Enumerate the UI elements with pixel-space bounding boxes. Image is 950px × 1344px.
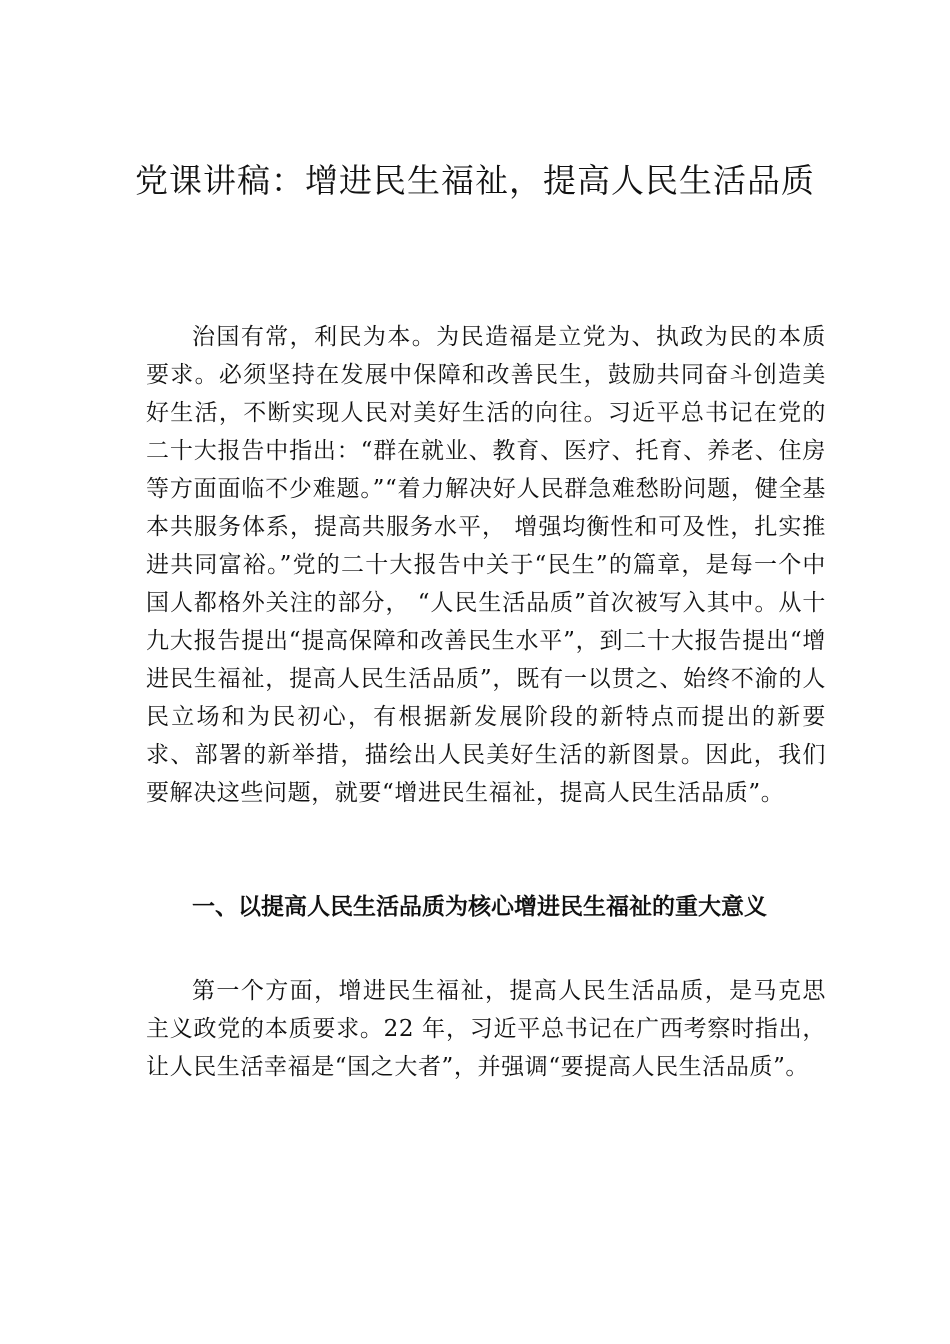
intro-paragraph: 治国有常，利民为本。为民造福是立党为、执政为民的本质要求。必须坚持在发展中保障和改善民生，鼓励共同奋斗创造美好生活，不断实现人民对美好生活的向往。习近平总书记在党的二十大报告中指出：“群在就业、教育、医疗、托育、养老、住房等方面面临不少难题。”“着力解决好人民群急难愁盼问题，健全基本共服务体系，提高共服务水平， 增强均衡性和可及性，扎实推进共同富裕。”党的二十大报告中关于“民生”的篇章，是每一个中国人都格外关注的部分， “人民生活品质”首次被写入其中。从十九大报告提出“提高保障和改善民生水平”，到二十大报告提出“增进民生福祉，提高人民生活品质”，既有一以贯之、始终不渝的人民立场和为民初心，有根据新发展阶段的新特点而提出的新要求、部署的新举措，描绘出人民美好生活的新图景。因此，我们要解决这些问题，就要“增进民生福祉，提高人民生活品质”。 [146,324,826,806]
section-heading-1: 一、以提高人民生活品质为核心增进民生福祉的重大意义 [192,894,767,920]
document-title: 党课讲稿：增进民生福祉，提高人民生活品质 [135,161,815,200]
section-1-paragraph: 第一个方面，增进民生福祉，提高人民生活品质，是马克思主义政党的本质要求。22 年，习近平总书记在广西考察时指出，让人民生活幸福是“国之大者”，并强调“要提高人民生活品质”。 [146,978,826,1080]
